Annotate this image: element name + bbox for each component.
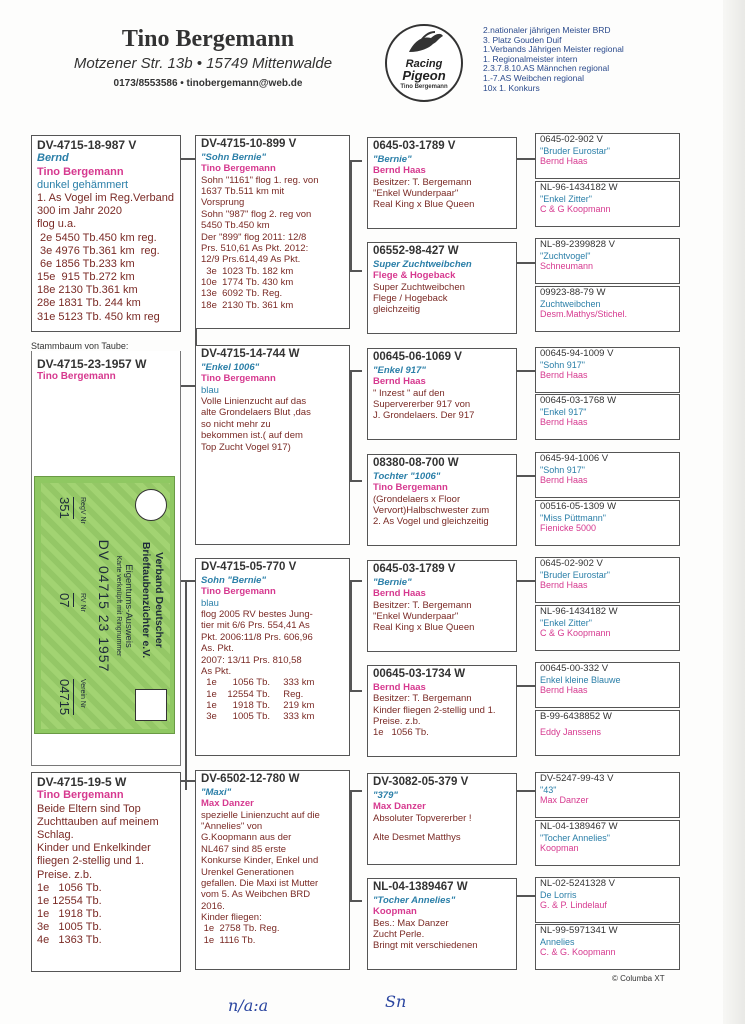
- bird-note: Kinder fliegen:: [201, 912, 262, 924]
- connector: [180, 580, 195, 582]
- result-row: 4e 1363 Tb.: [37, 934, 102, 947]
- bird-owner: Tino Bergemann: [37, 165, 124, 178]
- ancestor-card: [535, 710, 680, 756]
- bird-owner: Bernd Haas: [540, 579, 588, 590]
- ring-number: NL-99-5971341 W: [540, 925, 618, 936]
- bird-note: gleichzeitig: [373, 304, 420, 316]
- bird-name: "43": [540, 784, 557, 795]
- bird-note: bekommen ist.( auf dem: [201, 430, 303, 442]
- ring-number: 08380-08-700 W: [373, 457, 459, 469]
- result-row: 15e 915 Tb.272 km: [37, 271, 135, 284]
- bird-name: "Enkel 917": [540, 406, 587, 417]
- bird-note: Vervort)Halbschwester zum: [373, 504, 490, 516]
- bird-owner: Bernd Haas: [540, 369, 588, 380]
- connector: [350, 480, 362, 482]
- bird-name: "Enkel Zitter": [540, 193, 592, 204]
- bird-owner: Tino Bergemann: [37, 789, 124, 802]
- bird-owner: Bernd Haas: [373, 681, 426, 693]
- connector: [350, 580, 362, 582]
- bird-note: NL467 sind 85 erste: [201, 843, 287, 855]
- bird-note: G.Koopmann aus der: [201, 832, 292, 844]
- logo-pigeon: Pigeon: [402, 68, 446, 83]
- ring-number: DV-4715-10-899 V: [201, 138, 297, 150]
- grandparent-card: [195, 770, 350, 970]
- bird-note: "Enkel Wunderpaar": [373, 610, 459, 622]
- card-content: [41, 483, 170, 729]
- bird-name: Sohn "Bernie": [201, 574, 266, 586]
- bird-note: 5450 Tb.450 km: [201, 220, 270, 232]
- bird-name: Zuchtweibchen: [540, 298, 601, 309]
- ancestor-card: [535, 662, 680, 708]
- ring-number: DV-6502-12-780 W: [201, 773, 300, 785]
- award-item: 1. Regionalmeister intern: [483, 53, 578, 64]
- ancestor-card: [535, 500, 680, 546]
- card-value: 07: [57, 593, 72, 608]
- breeder-name: Tino Bergemann: [121, 26, 295, 52]
- bird-name: "Bernie": [373, 576, 412, 588]
- ring-number: NL-89-2399828 V: [540, 239, 615, 250]
- ancestor-card: [535, 347, 680, 393]
- connector: [517, 158, 535, 160]
- bird-note: J. Grondelaers. Der 917: [373, 410, 475, 422]
- bird-owner: Schneumann: [540, 260, 594, 271]
- result-row: 28e 1831 Tb. 244 km: [37, 297, 141, 310]
- bird-name: "Bruder Eurostar": [540, 569, 610, 580]
- connector: [350, 900, 362, 902]
- ancestor-card: [535, 394, 680, 440]
- bird-name: Bernd: [37, 152, 69, 165]
- ring-number: DV-4715-14-744 W: [201, 348, 300, 360]
- bird-owner: Fienicke 5000: [540, 522, 597, 533]
- ring-number: NL-04-1389467 W: [373, 881, 468, 893]
- ring-number: 0645-94-1006 V: [540, 453, 609, 464]
- bird-name: De Lorris: [540, 889, 577, 900]
- connector: [517, 370, 535, 372]
- connector: [350, 370, 352, 480]
- bird-name: "Tocher Annelies": [373, 894, 456, 906]
- bird-note: alte Grondelaers Blut ,das: [201, 407, 311, 419]
- result-row: 1e 12554 Tb. Reg.: [201, 688, 304, 700]
- bird-owner: Flege & Hogeback: [373, 270, 456, 282]
- bird-note: flog u.a.: [37, 218, 77, 231]
- connector: [517, 580, 535, 582]
- bird-note: so nicht mehr zu: [201, 418, 271, 430]
- great-grandparent-card: [367, 454, 517, 546]
- great-grandparent-card: [367, 878, 517, 970]
- bird-owner: Koopman: [540, 842, 579, 853]
- connector: [350, 790, 362, 792]
- ring-number: DV-3082-05-379 V: [373, 776, 469, 788]
- connector: [180, 385, 195, 387]
- ring-number: NL-96-1434182 W: [540, 606, 618, 617]
- ancestor-card: [535, 772, 680, 818]
- bird-owner: Tino Bergemann: [201, 163, 276, 175]
- result-row: 18e 2130 Tb.361 km: [37, 284, 138, 297]
- great-grandparent-card: [367, 348, 517, 440]
- bird-owner: Bernd Haas: [373, 165, 426, 177]
- bird-note: "Enkel Wunderpaar": [373, 187, 459, 199]
- connector: [517, 895, 535, 897]
- bird-owner: Max Danzer: [201, 798, 254, 810]
- copyright: © Columba XT: [612, 974, 665, 983]
- bird-name: Super Zuchtweibchen: [373, 258, 472, 270]
- bird-note: gefallen. Die Maxi ist Mutter: [201, 877, 319, 889]
- result-row: 13e 6092 Tb. Reg.: [201, 288, 283, 300]
- grandparent-card: [195, 558, 350, 756]
- bird-note: 2007: 13/11 Prs. 810,58: [201, 654, 302, 666]
- great-grandparent-card: [367, 773, 517, 865]
- bird-name: "Miss Püttmann": [540, 512, 606, 523]
- bird-owner: Tino Bergemann: [373, 482, 448, 494]
- bird-owner: Max Danzer: [373, 801, 426, 813]
- ancestor-card: [535, 133, 680, 179]
- card-title: Eigentums-Ausweis: [123, 564, 134, 648]
- racing-pigeon-logo: [385, 24, 463, 102]
- bird-owner: Tino Bergemann: [201, 586, 276, 598]
- bird-note: Alte Desmet Matthys: [373, 831, 461, 843]
- bird-owner: Desm.Mathys/Stichel.: [540, 308, 628, 319]
- ancestor-card: [535, 238, 680, 284]
- bird-owner: Bernd Haas: [373, 588, 426, 600]
- logo-racing: Racing: [405, 58, 443, 70]
- ring-number: B-99-6438852 W: [540, 711, 612, 722]
- bird-name: "Enkel 917": [373, 364, 426, 376]
- bird-owner: Tino Bergemann: [37, 371, 116, 383]
- ring-number: NL-96-1434182 W: [540, 182, 618, 193]
- bird-note: Schlag.: [37, 828, 74, 841]
- bird-note: flog 2005 RV bestes Jung-: [201, 608, 313, 620]
- bird-note: Real King x Blue Queen: [373, 622, 475, 634]
- bird-owner: Bernd Haas: [373, 376, 426, 388]
- bird-note: " Inzest " auf den: [373, 387, 445, 399]
- card-value: 04715: [57, 679, 72, 716]
- breeder-address: Motzener Str. 13b • 15749 Mittenwalde: [73, 55, 333, 72]
- ring-number: 0645-03-1789 V: [373, 140, 456, 152]
- ancestor-card: [535, 452, 680, 498]
- bird-note: Der "899" flog 2011: 12/8: [201, 231, 307, 243]
- ring-number: 00516-05-1309 W: [540, 501, 617, 512]
- result-row: 3e 4976 Tb.361 km reg.: [37, 244, 160, 257]
- connector: [517, 790, 535, 792]
- pigeon-stamp-icon: [135, 689, 167, 721]
- award-item: 1.Verbands Jährigen Meister regional: [483, 44, 624, 55]
- bird-note: Bringt mit verschiedenen: [373, 940, 478, 952]
- bird-name: "Bernie": [373, 153, 412, 165]
- result-row: 3e 1023 Tb. 182 km: [201, 265, 294, 277]
- bird-name: Tochter "1006": [373, 470, 441, 482]
- ring-number: 00645-03-1734 W: [373, 668, 466, 680]
- bird-note: "Annelies" von: [201, 820, 263, 832]
- ring-number: 06552-98-427 W: [373, 245, 459, 257]
- ancestor-card: [535, 557, 680, 603]
- award-item: 1.-7.AS Weibchen regional: [483, 72, 584, 83]
- great-grandparent-card: [367, 665, 517, 757]
- result-row: 1e 1056 Tb. 333 km: [201, 677, 315, 689]
- bird-note: 1. As Vogel im Reg.Verband: [37, 191, 174, 204]
- great-grandparent-card: [367, 560, 517, 652]
- ring-number: 00645-00-332 V: [540, 663, 609, 674]
- mother-card: [31, 772, 181, 972]
- ring-number: DV-4715-05-770 V: [201, 561, 297, 573]
- card-background: [41, 483, 170, 729]
- bird-name: "Sohn 917": [540, 464, 585, 475]
- bird-note: Absoluter Topvererber !: [373, 812, 472, 824]
- result-row: 2e 5450 Tb.450 km reg.: [37, 231, 157, 244]
- award-item: 2.nationaler jährigen Meister BRD: [483, 25, 611, 35]
- ancestor-card: [535, 820, 680, 866]
- bird-note: Beide Eltern sind Top: [37, 802, 141, 815]
- bird-name: Annelies: [540, 936, 575, 947]
- bird-note: Besitzer: T. Bergemann: [373, 176, 472, 188]
- main-bird-card: [31, 135, 181, 332]
- ring-number: 00645-03-1768 W: [540, 395, 617, 406]
- grandparent-card: [195, 135, 350, 329]
- ring-number: 00645-06-1069 V: [373, 351, 462, 363]
- card-org: Brieftaubenzüchter e.V.: [140, 541, 152, 659]
- ancestor-card: [535, 605, 680, 651]
- ring-number: DV-4715-19-5 W: [37, 775, 127, 789]
- bird-owner: Bernd Haas: [540, 474, 588, 485]
- bird-note: [373, 824, 511, 832]
- ancestor-card: [535, 924, 680, 970]
- bird-note: Pkt. 2006:11/8 Prs. 606,96: [201, 631, 313, 643]
- ring-number: 09923-88-79 W: [540, 287, 606, 298]
- result-row: 6e 1856 Tb.233 km: [37, 257, 135, 270]
- award-item: 2.3.7.8.10.AS Männchen regional: [483, 63, 610, 74]
- awards-list: [483, 26, 713, 93]
- result-row: 3e 1005 Tb. 333 km: [201, 711, 315, 723]
- handwritten-signature: n/a:a: [228, 996, 269, 1015]
- bird-note: Sohn "1161" flog 1. reg. von: [201, 174, 319, 186]
- result-row: 1e 1918 Tb.: [37, 908, 102, 921]
- connector: [350, 270, 362, 272]
- connector: [350, 370, 362, 372]
- bird-note: Top Zucht Vogel 917): [201, 441, 291, 453]
- award-item: 10x 1. Konkurs: [483, 82, 540, 93]
- bird-note: Vorsprung: [201, 197, 245, 209]
- card-label: RV Nr: [79, 593, 86, 612]
- card-label: RegV Nr: [79, 497, 86, 524]
- bird-name: "Zuchtvogel": [540, 250, 591, 261]
- bird-name: "Enkel Zitter": [540, 617, 592, 628]
- card-subtitle: Karte verknüpft mit Ringnummer: [115, 555, 122, 657]
- bird-name: "Maxi": [201, 786, 232, 798]
- bird-note: Besitzer: T. Bergemann: [373, 693, 472, 705]
- ring-number: 00645-94-1009 V: [540, 348, 614, 359]
- result-row: 1e 2758 Tb. Reg.: [201, 923, 280, 935]
- bird-note: 12/9 Prs.614,49 As Pkt.: [201, 254, 301, 266]
- card-label: Verein Nr: [79, 679, 86, 709]
- ring-number: NL-02-5241328 V: [540, 878, 615, 889]
- bird-owner: Eddy Janssens: [540, 726, 602, 737]
- card-ring-number: DV 04715 23 1957: [96, 539, 112, 673]
- bird-note: Kinder und Enkelkinder: [37, 842, 151, 855]
- bird-name: "379": [373, 789, 398, 801]
- connector: [185, 580, 187, 790]
- connector: [350, 690, 362, 692]
- result-row: 3e 1005 Tb.: [37, 921, 102, 934]
- bird-note: Real King x Blue Queen: [373, 199, 475, 211]
- bird-owner: Max Danzer: [540, 794, 589, 805]
- logo-owner: Tino Bergemann: [400, 84, 448, 90]
- bird-note: (Grondelaers x Floor: [373, 493, 461, 505]
- bird-note: Urenkel Generationen: [201, 866, 294, 878]
- bird-note: As. Pkt.: [201, 643, 234, 655]
- ring-number: 0645-03-1789 V: [373, 563, 456, 575]
- ring-number: 0645-02-902 V: [540, 134, 603, 145]
- bird-note: Supervererber 917 von: [373, 398, 471, 410]
- card-value: 351: [57, 497, 72, 519]
- result-row: 1e 1056 Tb.: [373, 727, 429, 739]
- connector: [180, 780, 195, 782]
- bird-owner: Tino Bergemann: [201, 373, 276, 385]
- crest-icon: [135, 489, 167, 521]
- bird-name: Enkel kleine Blauwe: [540, 674, 621, 685]
- stammbaum-label: Stammbaum von Taube:: [31, 341, 181, 351]
- bird-name: "Sohn 917": [540, 359, 585, 370]
- result-row: 1e 1918 Tb. 219 km: [201, 700, 315, 712]
- pigeon-icon: [405, 30, 445, 60]
- connector: [517, 685, 535, 687]
- bird-note: Preise. z.b.: [373, 715, 421, 727]
- ring-number: NL-04-1389467 W: [540, 821, 618, 832]
- ownership-card: [34, 476, 175, 734]
- bird-note: Konkurse Kinder, Enkel und: [201, 855, 319, 867]
- bird-color: blau: [201, 597, 219, 609]
- great-grandparent-card: [367, 137, 517, 229]
- bird-owner: Koopman: [373, 906, 417, 918]
- result-row: 1e 1056 Tb.: [37, 881, 102, 894]
- handwritten-signature: Sn: [385, 992, 407, 1011]
- bird-note: Zucht Perle.: [373, 928, 425, 940]
- card-org: Verband Deutscher: [153, 552, 165, 648]
- connector: [350, 160, 362, 162]
- bird-note: Besitzer: T. Bergemann: [373, 599, 472, 611]
- connector: [350, 160, 352, 270]
- bird-note: tier mit 6/6 Prs. 554,41 As: [201, 620, 310, 632]
- bird-note: 2016.: [201, 900, 225, 912]
- bird-name: "Enkel 1006": [201, 361, 260, 373]
- bird-owner: G. & P. Lindelauf: [540, 899, 607, 910]
- ancestor-card: [535, 877, 680, 923]
- bird-note: Prs. 510,61 As Pkt. 2012:: [201, 242, 309, 254]
- ring-number: DV-4715-18-987 V: [37, 138, 137, 152]
- bird-owner: Bernd Haas: [540, 155, 588, 166]
- bird-note: Sohn "987" flog 2. reg von: [201, 208, 312, 220]
- bird-note: spezielle Linienzucht auf die: [201, 809, 320, 821]
- bird-note: 300 im Jahr 2020: [37, 205, 122, 218]
- result-row: 1e 12554 Tb.: [37, 894, 102, 907]
- result-row: 10e 1774 Tb. 430 km: [201, 277, 294, 289]
- award-item: 3. Platz Gouden Duif: [483, 34, 562, 45]
- bird-note: 2. As Vogel und gleichzeitig: [373, 516, 489, 528]
- grandparent-card: [195, 345, 350, 545]
- connector: [517, 262, 535, 264]
- bird-owner: C. & G. Koopmann: [540, 946, 616, 957]
- connector: [517, 475, 535, 477]
- bird-color: blau: [201, 384, 219, 396]
- breeder-contact: 0173/8553586 • tinobergemann@web.de: [113, 78, 303, 89]
- bird-note: Super Zuchtweibchen: [373, 281, 465, 293]
- bird-note: 1637 Tb.511 km mit: [201, 185, 285, 197]
- great-grandparent-card: [367, 242, 517, 334]
- result-row: 1e 1116 Tb.: [201, 934, 256, 946]
- bird-note: Kinder fliegen 2-stellig und 1.: [373, 704, 496, 716]
- ring-number: DV-4715-23-1957 W: [37, 357, 147, 371]
- bird-name: "Bruder Eurostar": [540, 145, 610, 156]
- bird-owner: C & G Koopmann: [540, 627, 611, 638]
- bird-owner: C & G Koopmann: [540, 203, 611, 214]
- bird-name: "Sohn Bernie": [201, 151, 266, 163]
- bird-owner: Bernd Haas: [540, 416, 588, 427]
- ancestor-card: [535, 286, 680, 332]
- bird-note: Flege / Hogeback: [373, 292, 448, 304]
- bird-note: fliegen 2-stellig und 1.: [37, 855, 145, 868]
- bird-owner: Bernd Haas: [540, 684, 588, 695]
- bird-note: vom 5. As Weibchen BRD: [201, 889, 311, 901]
- ring-number: DV-5247-99-43 V: [540, 773, 614, 784]
- bird-note: Preise. z.b.: [37, 868, 93, 881]
- bird-note: Zuchttauben auf meinem: [37, 815, 159, 828]
- result-row: 18e 2130 Tb. 361 km: [201, 299, 294, 311]
- connector: [350, 580, 352, 690]
- bird-name: "Tocher Annelies": [540, 832, 610, 843]
- connector: [350, 790, 352, 900]
- bird-note: Bes.: Max Danzer: [373, 917, 449, 929]
- bird-color: dunkel gehämmert: [37, 178, 129, 191]
- ring-number: 0645-02-902 V: [540, 558, 603, 569]
- result-row: 31e 5123 Tb. 450 km reg: [37, 310, 160, 323]
- ancestor-card: [535, 181, 680, 227]
- connector: [180, 158, 195, 160]
- bird-note: Volle Linienzucht auf das: [201, 395, 307, 407]
- bird-note: As Pkt.: [201, 665, 232, 677]
